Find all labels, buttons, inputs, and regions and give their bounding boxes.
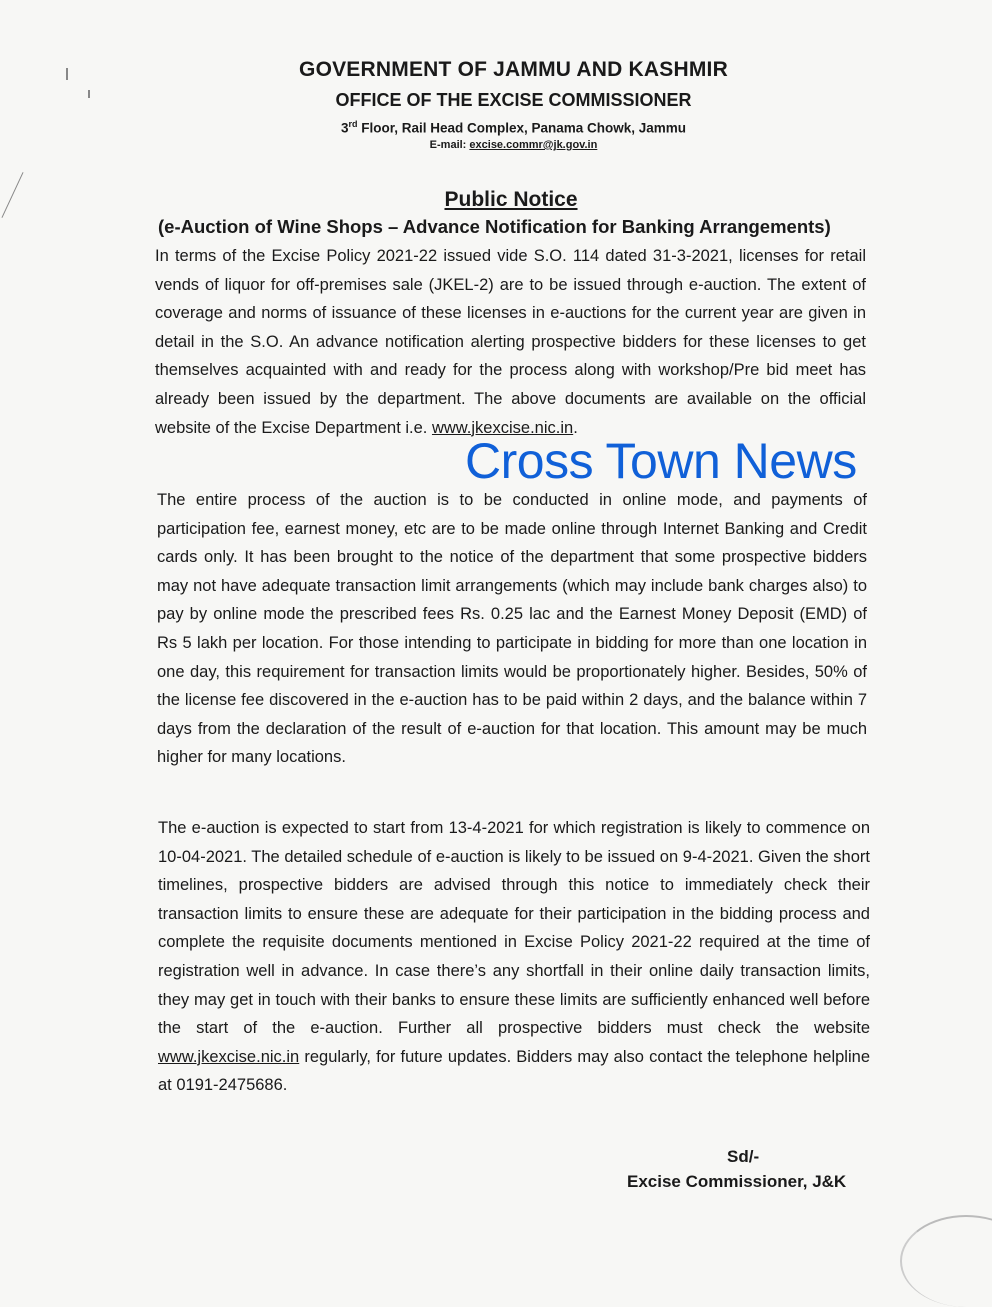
office-address <box>0 119 992 136</box>
website-link[interactable]: www.jkexcise.nic.in <box>158 1047 300 1066</box>
email-link[interactable]: excise.commr@jk.gov.in <box>469 139 598 151</box>
government-heading: GOVERNMENT OF JAMMU AND KASHMIR <box>299 58 728 81</box>
office-heading: OFFICE OF THE EXCISE COMMISSIONER <box>335 90 692 110</box>
address-rest: Floor, Rail Head Complex, Panama Chowk, Jammu <box>357 120 687 136</box>
paragraph-2: The entire process of the auction is to be conducted in online mode, and payments of participation fee, earnest money, etc are to be made online through Internet Banking and Credit cards only. It has been brought to the notice of the department that some prospective bidders may not have adequate transaction limit arrangements (which may include bank charges also) to pay by online mode the prescribed fees Rs. 0.25 lac and the Earnest Money Deposit (EMD) of Rs 5 lakh per location. For those intending to participate in bidding for more than one location in one day, this requirement for transaction limits would be proportionately higher. Besides, 50% of the license fee discovered in the e-auction has to be paid within 2 days, and the balance within 7 days from the declaration of the result of e-auction for that location. This amount may be much higher for many locations. <box>157 491 867 767</box>
email-label: E-mail: <box>429 139 470 151</box>
paragraph-3-end: regularly, for future updates. Bidders may also contact the telephone helpline at 0191-2475686. <box>158 1047 870 1095</box>
signatory-designation: Excise Commissioner, J&K <box>627 1172 847 1191</box>
notice-subtitle: (e-Auction of Wine Shops – Advance Notification for Banking Arrangements) <box>158 216 831 237</box>
paragraph-1-text: In terms of the Excise Policy 2021-22 issued vide S.O. 114 dated 31-3-2021, licenses for retail vends of liquor for off-premises sale (JKEL-2) are to be issued through e-auction. The extent of coverage and norms of issuance of these licenses in e-auctions for the current year are given in detail in the S.O. An advance notification alerting prospective bidders for these licenses to get themselves acquainted with and ready for the process along with workshop/Pre bid meet has already been issued by the department. The above documents are available on the official website of the Excise Department i.e. <box>155 247 866 437</box>
address-floor-suffix: rd <box>348 119 358 129</box>
address-floor-number: 3 <box>340 120 349 136</box>
watermark-text: Cross Town News <box>465 433 857 489</box>
signature-sd: Sd/- <box>727 1147 760 1166</box>
office-email-line <box>0 139 992 151</box>
paragraph-3 <box>158 814 870 1100</box>
paragraph-3-text: The e-auction is expected to start from 13-4-2021 for which registration is likely to commence on 10-04-2021. The detailed schedule of e-auction is likely to be issued on 9-4-2021. Given the short timelines, prospective bidders are advised through this notice to immediately check their transaction limits to ensure these are adequate for their participation in the bidding process and complete the requisite documents mentioned in Excise Policy 2021-22 required at the time of registration well in advance. In case there’s any shortfall in their online daily transaction limits, they may get in touch with their banks to ensure these limits are sufficiently enhanced well before the start of the e-auction. Further all prospective bidders must check the website <box>158 819 870 1038</box>
notice-title: Public Notice <box>444 188 578 211</box>
website-link[interactable]: www.jkexcise.nic.in <box>431 418 574 437</box>
page-curl-shadow <box>900 1215 992 1307</box>
paragraph-1 <box>155 242 866 442</box>
paragraph-1-end: . <box>573 418 578 437</box>
